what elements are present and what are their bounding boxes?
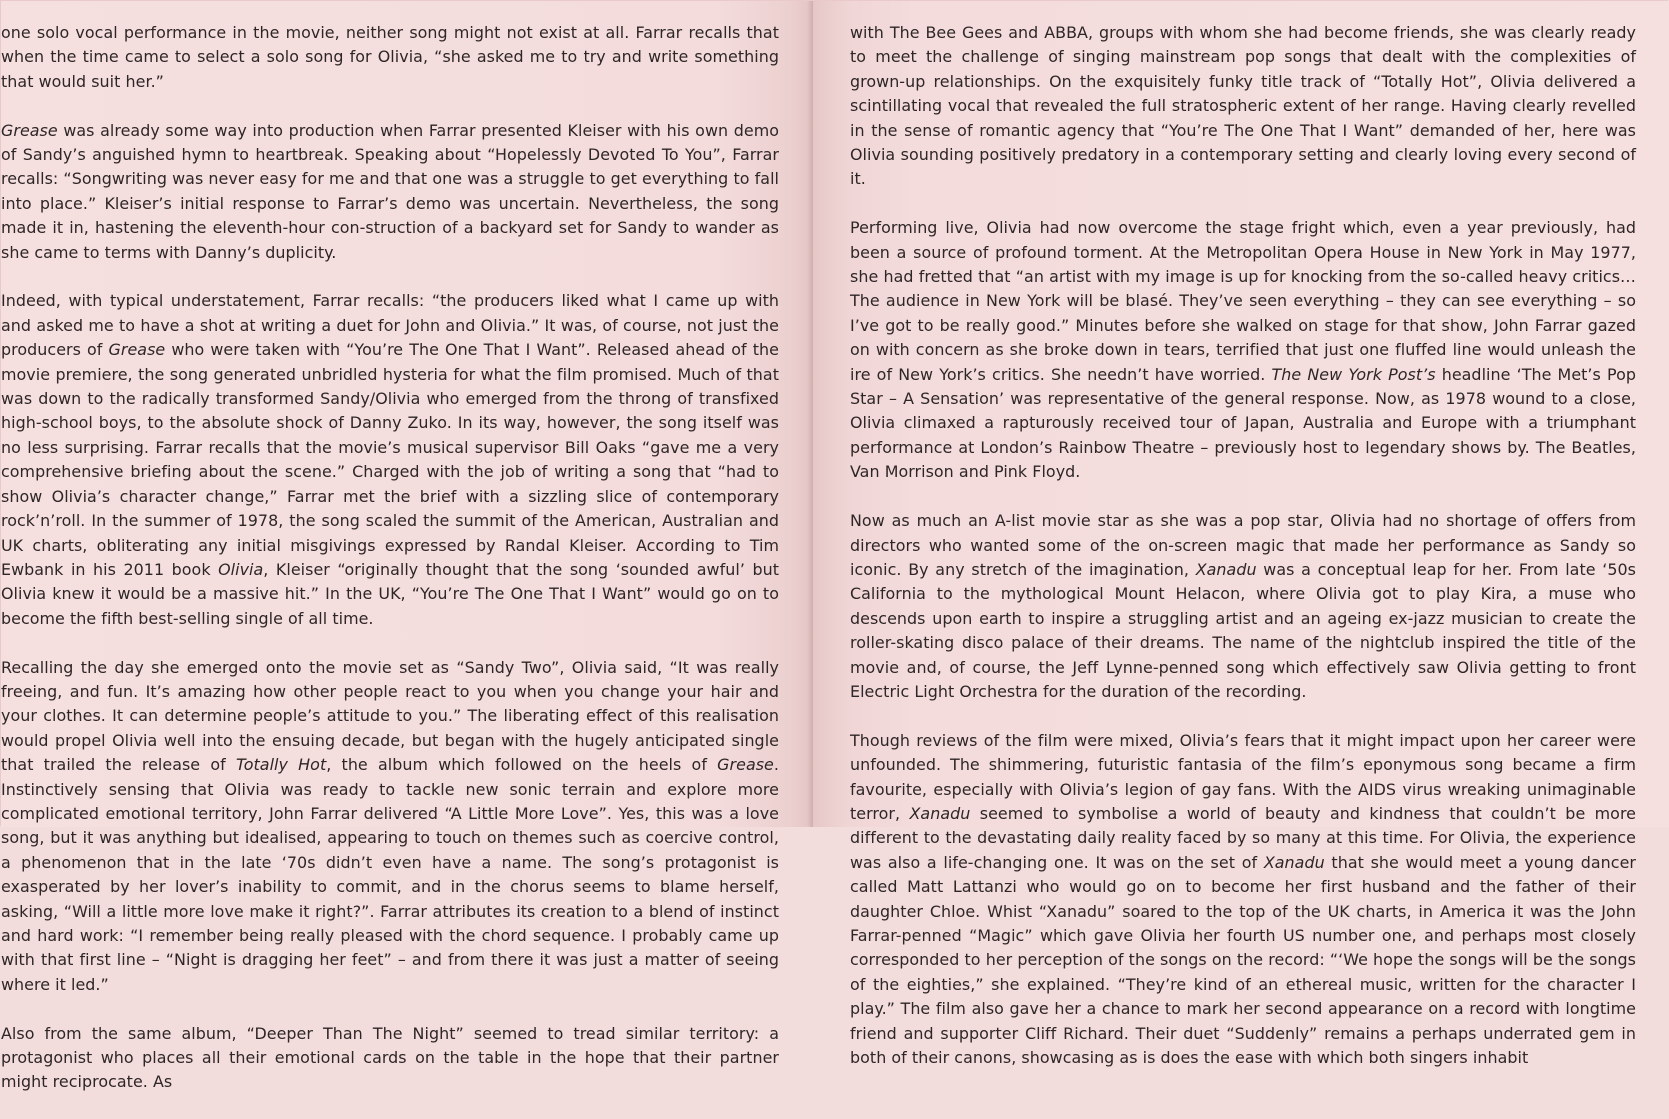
left-paragraph (1, 119, 779, 265)
italic-title: The New York Post’s (1271, 364, 1436, 384)
text-run: was already some way into production when Farrar presented Kleiser with his own demo of Sandy’s anguished hymn to heartbreak. Speaking about “Hopelessly Devoted To You”, Farrar recalls: “Songwriting was never easy for me and that one was a struggle to get everything to fall into place.” Kleiser’s initial response to Farrar’s demo was uncertain. Nevertheless, the song made it in, hastening the eleventh-hour con-struction of a backyard set for Sandy to wander as she came to terms with Danny’s duplicity. (1, 120, 779, 262)
text-run: Though reviews of the film were mixed, Olivia’s fears that it might impact upon her career were unfounded. The shimmering, futuristic fantasia of the film’s eponymous song became a firm favourite, especially with Olivia’s legion of gay fans. With the AIDS virus wreaking unimaginable terror, (850, 730, 1636, 823)
text-run: was a conceptual leap for her. From late ‘50s California to the mythological Mount Helacon, where Olivia got to play Kira, a muse who descends upon earth to inspire a struggling artist and an ageing ex-jazz musician to create the roller-skating disco palace of their dreams. The name of the nightclub inspired the title of the movie and, of course, the Jeff Lynne-penned song which effectively saw Olivia getting to front Electric Light Orchestra for the duration of the recording. (850, 559, 1637, 701)
right-text-column (850, 21, 1636, 1095)
text-run: . Instinctively sensing that Olivia was ready to tackle new sonic terrain and explore more complicated emotional territory, John Farrar delivered “A Little More Love”. Yes, this was a love song, but it was anything but idealised, appearing to touch on themes such as coercive control, a phenomenon that in the late ‘70s didn’t even have a name. The song’s protagonist is exasperated by her lover’s inability to commit, and in the chorus seems to blame herself, asking, “Will a little more love make it right?”. Farrar attributes its creation to a blend of instinct and hard work: “I remember being really pleased with the chord sequence. I probably came up with that first line – “Night is dragging her feet” – and from there it was just a matter of seeing where it led.” (1, 755, 779, 994)
italic-title: Totally Hot (235, 755, 327, 775)
italic-title: Xanadu (909, 803, 971, 823)
right-paragraph (850, 216, 1636, 484)
text-run: headline ‘The Met’s Pop Star – A Sensation’ was representative of the general response. Now, as 1978 wound to a close, Olivia climaxed a rapturously received tour of Japan, Australia and Europe with a triumphant performance at London’s Rainbow Theatre – previously host to legendary shows by. The Beatles, Van Morrison and Pink Floyd. (850, 364, 1636, 482)
text-run: Recalling the day she emerged onto the movie set as “Sandy Two”, Olivia said, “It was really freeing, and fun. It’s amazing how other people react to you when you change your hair and your clothes. It can determine people’s attitude to you.” The liberating effect of this realisation would propel Olivia well into the ensuing decade, but began with the hugely anticipated single that trailed the release of (1, 657, 779, 775)
text-run: , the album which followed on the heels of (326, 755, 718, 775)
text-run: Performing live, Olivia had now overcome the stage fright which, even a year previously, had been a source of profound torment. At the Metropolitan Opera House in New York in May 1977, she had fretted that “an artist with my image is up for knocking from the so-called heavy critics… The audience in New York will be blasé. They’ve seen everything – they can see everything – so I’ve got to be really good.” Minutes before she walked on stage for that show, John Farrar gazed on with concern as she broke down in tears, terrified that just one fluffed line would unleash the ire of New York’s critics. She needn’t have worried. (850, 218, 1636, 384)
text-run: Indeed, with typical understatement, Farrar recalls: “the producers liked what I came up with and asked me to have a shot at writing a duet for John and Olivia.” It was, of course, not just the producers of (1, 291, 779, 360)
right-page (813, 1, 1669, 1068)
text-run: one solo vocal performance in the movie, neither song might not exist at all. Farrar recalls that when the time came to select a solo song for Olivia, “she asked me to try and write something that would suit her.” (1, 23, 779, 91)
left-page (1, 1, 813, 1092)
text-run: who were taken with “You’re The One That I Want”. Released ahead of the movie premiere, the song generated unbridled hysteria for what the film promised. Much of that was down to the radically transformed Sandy/Olivia who emerged from the throng of transfixed high-school boys, to the absolute shock of Danny Zuko. In its way, however, the song itself was no less surprising. Farrar recalls that the movie’s musical supervisor Bill Oaks “gave me a very comprehensive briefing about the scene.” Charged with the job of writing a song that “had to show Olivia’s character change,” Farrar met the brief with a sizzling slice of contemporary rock’n’roll. In the summer of 1978, the song scaled the summit of the American, Australian and UK charts, obliterating any initial misgivings expressed by Randal Kleiser. According to Tim Ewbank in his 2011 book (1, 340, 779, 579)
italic-title: Grease (717, 755, 774, 775)
text-run: seemed to symbolise a world of beauty and kindness that couldn’t be more different to the devastating daily reality faced by so many at this time. For Olivia, the experience was also a life-changing one. It was on the set of (850, 803, 1636, 872)
right-paragraph (850, 21, 1636, 192)
text-run: that she would meet a young dancer called Matt Lattanzi who would go on to become her first husband and the father of their daughter Chloe. Whist “Xanadu” soared to the top of the UK charts, in America it was the John Farrar-penned “Magic” which gave Olivia her fourth US number one, and perhaps most closely corresponded to her perception of the songs on the record: “‘We hope the songs will be the songs of the eighties,” she explained. “They’re kind of an ethereal music, written for the character I play.” The film also gave her a chance to mark her second appearance on a record with longtime friend and supporter Cliff Richard. Their duet “Suddenly” remains a perhaps underrated gem in both of their canons, showcasing as is does the ease with which both singers inhabit (850, 852, 1636, 1068)
left-paragraph (1, 289, 779, 631)
text-run: Now as much an A-list movie star as she was a pop star, Olivia had no shortage of offers from directors who wanted some of the on-screen magic that made her performance as Sandy so iconic. By any stretch of the imagination, (850, 511, 1636, 579)
italic-title: Grease (1, 120, 58, 140)
italic-title: Grease (108, 340, 166, 360)
italic-title: Olivia (218, 559, 264, 579)
left-paragraph (1, 21, 779, 94)
italic-title: Xanadu (1263, 852, 1325, 872)
text-run: Also from the same album, “Deeper Than The Night” seemed to tread similar territory: a protagonist who places all their emotional cards on the table in the hope that their partner might reciprocate. As (1, 1023, 779, 1092)
text-run: , Kleiser “originally thought that the song ‘sounded awful’ but Olivia knew it would be a massive hit.” In the UK, “You’re The One That I Want” would go on to become the fifth best-selling single of all time. (1, 559, 779, 628)
left-paragraph (1, 1022, 779, 1095)
text-run: with The Bee Gees and ABBA, groups with whom she had become friends, she was clearly ready to meet the challenge of singing mainstream pop songs that dealt with the complexities of grown-up relationships. On the exquisitely funky title track of “Totally Hot”, Olivia delivered a scintillating vocal that revealed the full stratospheric extent of her range. Having clearly revelled in the sense of romantic agency that “You’re The One That I Want” demanded of her, here was Olivia sounding positively predatory in a contemporary setting and clearly loving every second of it. (850, 23, 1636, 189)
right-paragraph (850, 729, 1636, 1071)
left-paragraph (1, 656, 779, 998)
right-paragraph (850, 509, 1636, 704)
left-text-column (1, 21, 779, 1119)
italic-title: Xanadu (1195, 559, 1257, 579)
